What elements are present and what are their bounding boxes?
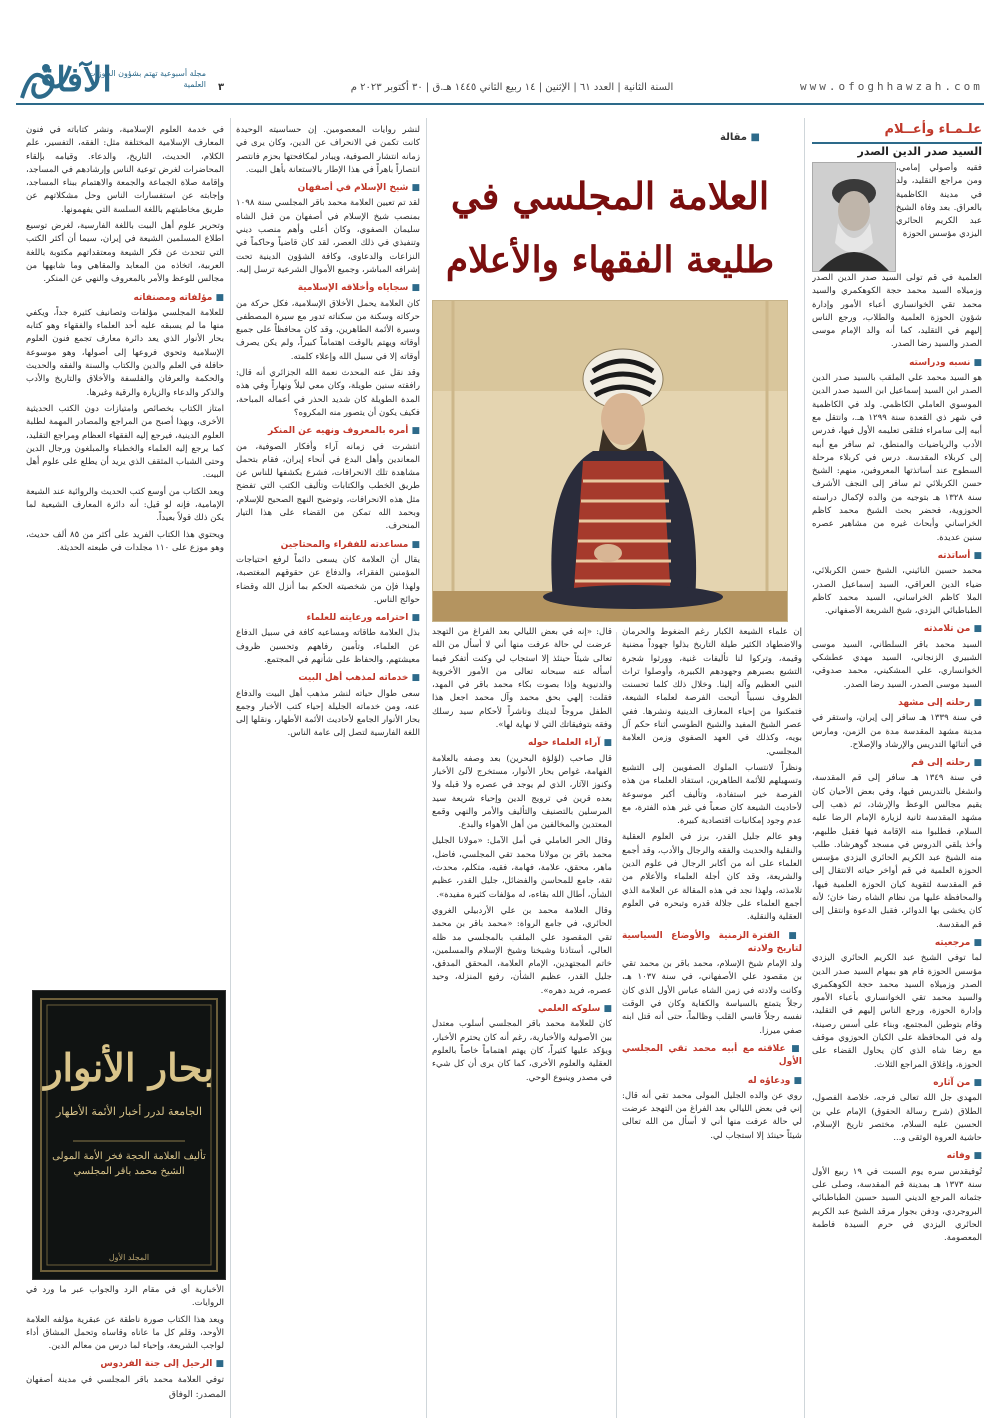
article-column-2: [432, 626, 612, 1416]
book-subtitle: الجامعة لدرر أخبار الأئمة الأطهار: [56, 1105, 202, 1118]
article-column-1: [622, 626, 802, 1416]
sidebar-title-bar: [812, 120, 982, 144]
article-para: لقد تم تعيين العلامة محمد باقر المجلسي سنة ١٠٩٨ بمنصب شيخ الإسلام في أصفهان من قبل الشاه سليمان الصفوي، وكان أعلى وأهم منصب ديني وتنفيذي في ذلك العصر، لقد كان قاضياً وحاكماً في النزاعات والدعاوى، وكافة الشؤون الدينية تحت إشرافه المباشر، وجميع الأموال الشرعية ترسل إليه.: [236, 198, 420, 275]
article-subhead: ■ شيخ الإسلام في أصفهان: [236, 182, 420, 195]
sidebar-body: [812, 272, 982, 1418]
sidebar-para: هو السيد محمد علي الملقب بالسيد صدر الدين الصدر ابن السيد إسماعيل ابن السيد صدر الدين الموسوي العاملي الكاظمي. ولد في الكاظمية في شهر ذي القعدة سنة ١٢٩٩ هـ.، وانتقل مع أبيه إلى سامراء فتلقى تعليمه الأول فيها، فدرس الأدب والرياضيات والمنطق، ثم سافر مع أبيه إلى كربلاء المقدسة. درس في كربلاء مرحلة السطوح عند أساتذتها المعروفين، منهم: الشيخ حسن الكربلائي ثم سافر إلى النجف الأشرف سنة ١٣٢٨ هـ بتوجيه من والده لإكمال دراسته الحوزوية، فحضر بحث الشيخ محمد كاظم الخراساني وأبحاث غيره من مشاهير عصره سنين عديدة.: [812, 373, 982, 543]
article-para: سعى طوال حياته لنشر مذهب أهل البيت والدفاع عنه، ومن خدماته الجليلة إحياء كتب الأخبار وجمع بحار الأنوار الجامع لأحاديث الأئمة الأطهار، ونقلها إلى اللغة الفارسية لتصل إلى عامة الناس.: [236, 688, 420, 739]
sidebar-subhead: ■ مرجعيته: [812, 937, 982, 950]
square-bullet-icon: ■: [746, 132, 760, 143]
sidebar-subhead: ■ من تلامذته: [812, 623, 982, 636]
article-subhead: ■ سجاياه وأخلاقه الإسلامية: [236, 282, 420, 295]
book-author: تأليف العلامة الحجة فخر الأمة المولى الشيخ محمد باقر المجلسي: [52, 1151, 206, 1177]
book-publisher: المجلد الأول: [108, 1253, 150, 1262]
sidebar-subhead: ■ أساتذته: [812, 550, 982, 563]
article-para: وقال العلامة محمد بن علي الأردبيلي الغروي الحائري، في جامع الرواة: «محمد باقر بن محمد تقي المقصود علي الملقب بالمجلسي مد ظله العالي، أستاذنا وشيخنا وشيخ الإسلام والمسلمين، خاتم المجتهدين، الإمام العلامة، المحقق المدقق، جليل القدر، عظيم الشأن، رفيع المنزلة، وحيد عصره، فريد دهره».: [432, 905, 612, 996]
article-subhead: ■ آراء العلماء حوله: [432, 737, 612, 750]
article-para: بذل العلامة طاقاته ومساعيه كافة في سبيل الدفاع عن العلماء، وتأمين رفاههم وتحسين ظروف معيشتهم، والحفاظ على شأنهم في المجتمع.: [236, 628, 420, 665]
sidebar-para: تُوفيقدس سره يوم السبت في ١٩ ربيع الأول سنة ١٣٧٣ هـ بمدينة قم المقدسة، وصلى على جثمانه المرجع الديني السيد حسين الطباطبائي البروجردي، ودفن بجوار مرقد الشيخ عبد الكريم الحائري اليزدي في حرم السيدة فاطمة المعصومة.: [812, 1166, 982, 1244]
sidebar-subhead: ■ نسبه ودراسته: [812, 357, 982, 370]
sidebar-section-title: علـمـاء وأعــلام: [884, 122, 982, 137]
article-subhead: ■ ودعاؤه له: [622, 1075, 802, 1088]
article-subhead: ■ الفترة الزمنية والأوضاع السياسية لتاريخ ولادته: [622, 930, 802, 957]
article-para: كان للعلامة محمد باقر المجلسي أسلوب معتدل بين الأصولية والأخبارية، رغم أنه كان يحترم الأخبار، ويؤكد عليها كثيراً، كان يهتم اهتماماً خاصاً بالعلوم العقلية والعلوم الأخرى، كما كان يرى أن كل شيء في مصدر وينبوع الوحي.: [432, 1019, 612, 1083]
sidebar-para: في سنة ١٣٣٩ هـ سافر إلى إيران، واستقر في مدينة مشهد المقدسة مدة من الزمن، ومارس في أثنائها التدريس والإرشاد والإصلاح.: [812, 713, 982, 750]
sidebar-subhead: ■ وفاته: [812, 1150, 982, 1163]
article-subhead: ■ أمره بالمعروف ونهيه عن المنكر: [236, 425, 420, 438]
kicker-label: مقالة: [720, 132, 747, 143]
sidebar-subhead: ■ من آثاره: [812, 1077, 982, 1090]
sidebar-para: المهدي جل الله تعالى فرجه، خلاصة الفصول، الطلاق (شرح رسالة الحقوق) الإمام علي بن الحسين عليه السلام، مختصر تاريخ الإسلام، حاشية العروة الوثقى و...: [812, 1093, 982, 1144]
article-column-3: [236, 124, 420, 1416]
article-para: وهو عالم جليل القدر، برز في العلوم العقلية والنقلية والحديث والفقه والرجال والأدب، وقد أجمع العلماء على أنه من أكابر الرجال في علوم الدين والشريعة، وقد كان أجلة العلماء والأعلام من تلامذته، ولهذا نجد في هذه المقالة عن العلامة الذي أجمع العلماء على جلالة قدره وتبحره في العلوم العقلية والنقلية.: [622, 832, 802, 923]
article-para: وتحرير علوم أهل البيت باللغة الفارسية، لغرض توسيع اطلاع المسلمين الشيعة في إيران، سيما أن أكثر الكتب التي تتحدث عن فكر الشيعة ومعتقداتهم مكتوبة باللغة العربية، اتخاذه من المعابد والمقاهي وما شابهها من مجالس للوعظ والأمر بالمعروف والنهي عن المنكر.: [26, 221, 224, 285]
article-column-4-lower: [26, 1284, 224, 1388]
header-rule: [16, 103, 984, 105]
logo-tagline: مجلة أسبوعية تهتم بشؤون الحوزات العلمية: [88, 69, 206, 89]
sidebar-subhead: ■ رحلته إلى قم: [812, 757, 982, 770]
column-rule: [230, 118, 231, 1418]
column-rule: [616, 632, 617, 1418]
article-para: ويعد الكتاب من أوسع كتب الحديث والروائية عند الشيعة الإمامية، فإنه لو قيل: أنه دائرة المعارف الشيعية لما يكن ذلك قولاً بعيداً.: [26, 486, 224, 524]
article-para: إن علماء الشيعة الكبار رغم الضغوط والحرمان والاضطهاد الكثير طيلة التاريخ بذلوا جهوداً مضنية وقيمة، وتركوا لنا تأليفات غنية، وورثوا شجرة التشيع بصبرهم وجهودهم الكبيرة، وأوصلوا تراث النبي العظيم وآله إلينا. وخلال ذلك كلما تحسنت الظروف نسبياً أتيحت الفرصة لعلماء الشيعة، فتمكنوا من إحياء المعارف الدينية ونشرها. ففي عصر الشيخ المفيد والشيخ الطوسي أثناء حكم آل بويه، وكذلك في العهد الصفوي وزمن العلامة المجلسي.: [622, 627, 802, 757]
headline-line-2: طليعة الفقهاء والأعلام: [445, 239, 775, 281]
sidebar-person-name: السيد صدر الدين الصدر: [857, 145, 982, 158]
article-source: المصدر: الوفاق: [168, 1390, 226, 1400]
article-subhead: ■ الرحيل إلى جنة الفردوس: [26, 1358, 224, 1371]
sidebar-intro-text: فقيه وأصولي إمامي، ومن مراجع التقليد، ولد في مدينة الكاظمية بالعراق. بعد وفاة الشيخ عبد الكريم الحائري اليزدي مؤسس الحوزة: [896, 163, 982, 240]
sidebar-para: السيد محمد باقر السلطاني، السيد موسى الشبيري الزنجاني، السيد مهدي عطشكي الخوانساري، علي المشكيني، محمد صدوقي، السيد موسى الصدر، السيد رضا الصدر.: [812, 639, 982, 690]
article-subhead: ■ خدماته لمذهب أهل البيت: [236, 672, 420, 685]
article-para: وقد نقل عنه المحدث نعمة الله الجزائري أنه قال: رافقته سنين طويلة، وكان معي ليلاً ونهاراً وفي هذه المدة الطويلة كان شديد الحذر في أعماله المباحة، فكيف يكون أن يتصور منه المكروه؟: [236, 368, 420, 418]
article-para: وقال الحر العاملي في أمل الآمل: «مولانا الجليل محمد باقر بن مولانا محمد تقي المجلسي، فاضل، ماهر، محقق، علامة، فهامة، فقيه، متكلم، محدث، ثقة، جامع للمحاسن والفضائل، جليل القدر، عظيم الشأن، أطال الله بقاءه، له مؤلفات كثيرة مفيدة».: [432, 836, 612, 900]
portrait-photo: [812, 162, 896, 272]
article-para: ولد الإمام شيخ الإسلام، محمد باقر بن محمد تقي بن مقصود علي الأصفهاني، في سنة ١٠٣٧ هـ، وكانت ولادته في زمن الشاه عباس الأول الذي كان رجلاً يتمتع بالسياسة والكفاية وكان في الوقت نفسه رجلاً قاسي القلب وظالماً، حتى أنه قتل ابنه صفي ميرزا.: [622, 959, 802, 1036]
article-para: توفي العلامة محمد باقر المجلسي في مدينة أصفهان: [26, 1374, 224, 1385]
sidebar-subhead: ■ رحلته إلى مشهد: [812, 697, 982, 710]
article-para: انتشرت في زمانه آراء وأفكار الصوفية، من المعاندين وأهل البدع في أنحاء إيران، فقام بتحمل مشاهدة تلك الانحرافات، فشرع بكشفها للناس عن طريق الخطب والكتابات وتأليف الكتب التي تفضح مثل هذه الانحرافات، وتوضيح النهج الصحيح للإسلام، وبحمد الله تمكن من القضاء على هذا التيار المنحرف.: [236, 441, 420, 532]
book-ornament-icon: [33, 991, 225, 1279]
article-subhead: ■ مساعدته للفقراء والمحتاجين: [236, 539, 420, 552]
article-subhead: ■ علاقته مع أبيه محمد تقي المجلسي الأول: [622, 1043, 802, 1070]
book-title: بحار الأنوار: [44, 1045, 214, 1090]
article-subhead: ■ مؤلفاته ومصنفاته: [26, 292, 224, 305]
article-para: قال: «إنه في بعض الليالي بعد الفراغ من التهجد عرضت لي حالة عرفت منها أني لا أسأل من الله تعالى شيئاً حينئذ إلا استجاب لي وكنت أتفكر فيما أسأله عنه سبحانه تعالى من الأمور الأخروية والدنيوية وإذا بصوت بكاء محمد باقر في المهد، فقلت: إلهي بحق محمد وآل محمد اجعل هذا الطفل مروجاً لدينك وناشراً لأحكام سيد رسلك وفقه بتوفيقاتك التي لا نهاية لها».: [432, 627, 612, 731]
page-header: [0, 0, 1000, 118]
article-para: للعلامة المجلسي مؤلفات وتصانيف كثيرة جداً، ويكفي منها ما لم يسبقه عليه أحد العلماء والفقهاء وهو كتابه بحار الأنوار الذي يعد دائرة معارف تجمع فنون العلوم الإسلامية وتحوي فروعها إلى أصولها، وهو موسوعة حافلة في العلم والدين والكتاب والسنة والفقه والحديث والحكمة والعرفان والفلسفة والأخلاق والتاريخ والأدب والذكر والدعاء والزيارة والرقية وغيرها.: [26, 307, 224, 398]
article-para: ونظراً لانتساب الملوك الصفويين إلى التشيع وتسهيلهم للأئمة الطاهرين، استفاد العلماء من هذه الفرصة خير استفادة، وتأليف أكبر موسوعة لأحاديث الشيعة كان صعباً في غير هذه الفترة، مع عدم وجود إمكانيات اقتصادية كبيرة.: [622, 762, 802, 827]
column-rule: [804, 118, 805, 1418]
article-para: يقال أن العلامة كان يسعى دائماً لرفع احتياجات المؤمنين الفقراء، والدفاع عن حقوقهم المغتصبة، ولهذا فإن من شخصيته الحكم بما أنزل الله وقضاء حوائج الناس.: [236, 554, 420, 605]
painting-scholar-icon: [433, 301, 787, 621]
sidebar-para: لما توفي الشيخ عبد الكريم الحائري اليزدي مؤسس الحوزة قام هو بمهام السيد صدر الدين الصدر وزميلاه السيد محمد حجة الكوهكمري والسيد محمد تقي الخوانساري بأعباء الأمور وإدارة الحوزة، ورجع الناس إليهم في التقليد، وقام بتوطين المجتمع، وبناء على أسس رصينة، وله في المحافظة على الكيان الحوزوي موقف مع رضا شاه الذي كان يحاول القضاء على الحوزة، وإغلاق المراجع الثلاث.: [812, 953, 982, 1070]
article-para: في خدمة العلوم الإسلامية، ونشر كتاباته في فنون المعارف الإسلامية المختلفة مثل: الفقه، التفسير، علم الكلام، الحديث، التاريخ، والدعاء. وقيامه بإلقاء المحاضرات لغرض توعية الناس وإرشادهم في المساجد، وإقامة صلاة الجماعة والجمعة والاهتمام ببناء المساجد، وإجابته عن استفسارات الناس وحل مشكلاتهم عن طريق مخاطبتهم باللغة السلسة التي يفهمونها.: [26, 125, 224, 215]
column-rule: [426, 118, 427, 1418]
article-para: امتاز الكتاب بخصائص وامتيازات دون الكتب الحديثية الأخرى، وبهذا أصبح من المراجع والمصادر المهمة لطلبة العلوم الدينية، فيرجع إليه الفقهاء العظام ومراجع التقليد، كما يرجع إليه العلماء والخطباء والمبلغون ورجال الدين وحتى الشباب المثقف الذي يريد أن يطلع على علوم أهل البيت.: [26, 403, 224, 481]
article-para: الأخبارية أي في مقام الرد والجواب عبر ما ورد في الروايات.: [26, 1285, 224, 1309]
logo-word: الآفاق: [30, 60, 112, 100]
page-number: ٣: [218, 82, 225, 93]
article-para: ويعد هذا الكتاب صورة ناطقة عن عبقرية مؤلفه العلامة الأوحد، وقلم كل ما عاناه وقاساه وتحمل المشاق أداء لواجب الشريعة، وإحياء لما درس من معالم الدين.: [26, 1314, 224, 1352]
article-kicker: [720, 132, 760, 143]
site-url[interactable]: www.ofoghhawzah.com: [800, 80, 983, 93]
article-para: قال صاحب (لؤلؤة البحرين) بعد وصفه بالعلامة الفهامة، غواص بحار الأنوار، مستخرج لآلئ الأخبار وكنوز الآثار، الذي لم يوجد في عصره ولا قبله ولا بعده قرين في ترويج الدين وإحياء شريعة سيد المرسلين بالتصنيف والتأليف والأمر والنهي وقمع المعتدين والمخالفين من أهل الأهواء والبدع.: [432, 753, 612, 831]
headline-line-1: العلامة المجلسي في: [450, 174, 770, 218]
article-para: لنشر روايات المعصومين. إن حساسيته الوحيدة كانت تكمن في الانحراف عن الدين، وكان يرى في زمانه انتشار الصوفية، ويبادر لمكافحتها بحزم فانتصر انتصاراً باهراً في هذا الإطار بالاستعانة بأهل البيت.: [236, 125, 420, 175]
article-para: كان العلامة يحمل الأخلاق الإسلامية، فكل حركة من حركاته وسكنة من سكناته تدور مع سيرة المصطفى وسيرة الأئمة الطاهرين، وقد كان محافظاً على جميع أوقاته ويهتم بالوقت اهتماماً كبيراً، ولم يكن يصرف أوقاته إلا في سبيل الله وإعلاء كلمته.: [236, 298, 420, 362]
article-column-4: [26, 124, 224, 984]
article-subhead: ■ سلوكه العلمي: [432, 1003, 612, 1016]
portrait-icon: [813, 163, 895, 271]
article-subhead: ■ احترامه ورعايته للعلماء: [236, 612, 420, 625]
sidebar-para: محمد حسين النائيني، الشيخ حسن الكربلائي، ضياء الدين العراقي، السيد إسماعيل الصدر، الملا كاظم الخراساني، السيد محمد كاظم الطباطبائي اليزدي، شيخ الشريعة الأصفهاني.: [812, 566, 982, 617]
sidebar-para: في سنة ١٣٤٩ هـ سافر إلى قم المقدسة، وانشغل بالتدريس فيها، وفي بعض الأحيان كان يقيم مجالس الوعظ والإرشاد، ثم ذهب إلى مشهد المقدسة ثانية لزيارة الإمام الرضا عليه السلام، فطلبوا منه الإقامة فيها فقبل طلبهم، وأخذ يلقي الدروس في مسجد گوهرشاد. طلب منه الشيخ عبد الكريم الحائري اليزدي مؤسس الحوزة العلمية في قم أواخر حياته الانتقال إلى قم المقدسة لتقوية كيان الحوزة العلمية فيها، والمحافظة عليها من نظام الشاه رضا خان؛ لأنه كان يخشى بها الدوائر، فقبل الدعوة وانتقل إلى قم المقدسة.: [812, 773, 982, 930]
sidebar-intro-cont: العلمية في قم تولى السيد صدر الدين الصدر وزميلاه السيد محمد حجة الكوهكمري والسيد محمد تقي الخوانساري أعباء الأمور وإدارة شؤون الحوزة العلمية والطلاب، ورجع الناس إليهم في التقليد، كما أنه والد الإمام موسى الصدر والسيد رضا الصدر.: [812, 273, 982, 350]
article-para: روي عن والده الجليل المولى محمد تقي أنه قال: إني في بعض الليالي بعد الفراغ من التهجد عرضت لي حالة عرفت منها أني لا أسأل من الله تعالى شيئاً حينئذ إلا استجاب لي.: [622, 1090, 802, 1141]
sidebar-intro: [896, 162, 982, 272]
portrait-painting: [432, 300, 788, 622]
issue-line: السنة الثانية | العدد ٦١ | الإثنين | ١٤ ربيع الثاني ١٤٤٥ هـ.ق | ٣٠ أكتوبر ٢٠٢٣ م: [350, 82, 674, 93]
article-para: ويحتوي هذا الكتاب الفريد على أكثر من ٨٥ ألف حديث، وهو موزع على ١١٠ مجلدات في طبعته الحديثة.: [26, 529, 224, 553]
book-cover-image: [32, 990, 226, 1280]
